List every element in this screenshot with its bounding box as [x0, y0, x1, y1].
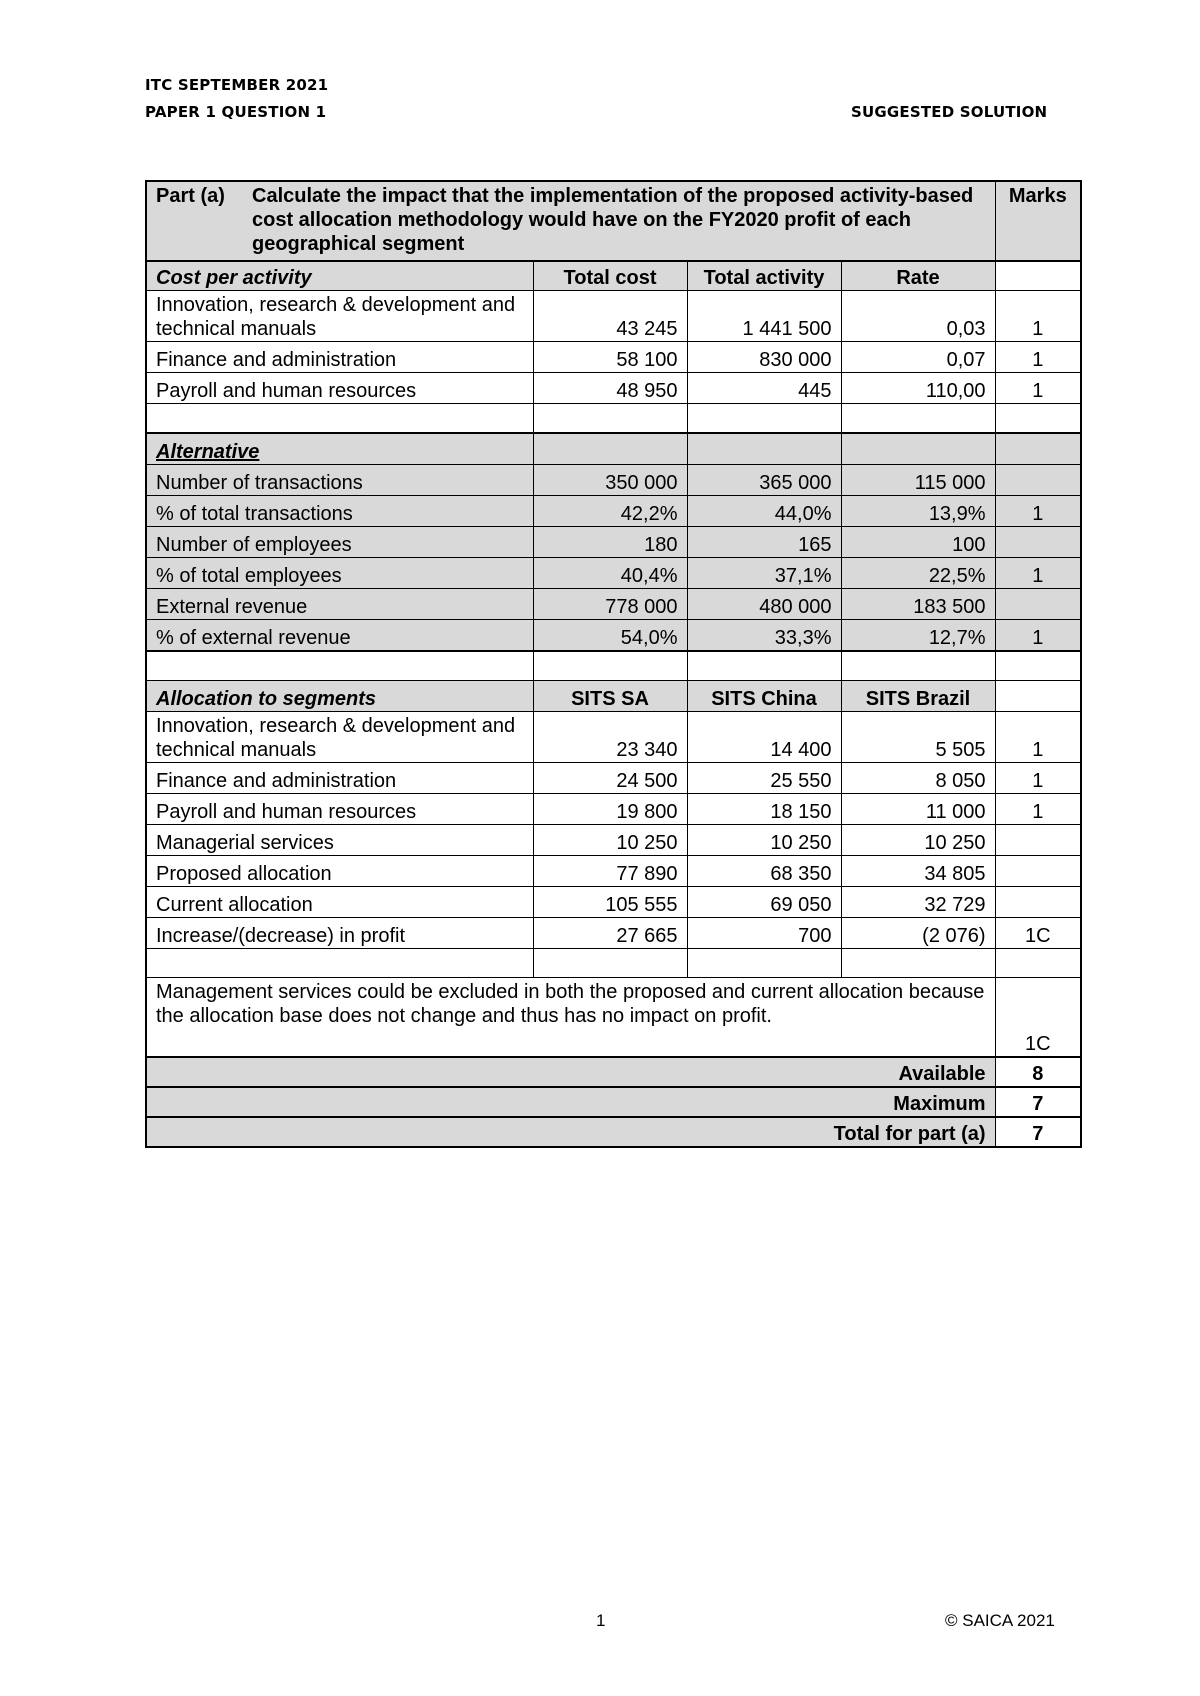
cell-value: 13,9%	[841, 496, 995, 527]
cell-value: 778 000	[533, 589, 687, 620]
row-mark	[995, 465, 1081, 496]
row-label: % of total employees	[146, 558, 533, 589]
cell-value: 445	[687, 373, 841, 404]
row-mark: 1	[995, 763, 1081, 794]
col-sits-china: SITS China	[687, 681, 841, 712]
cell-value: 27 665	[533, 918, 687, 949]
part-question: Calculate the impact that the implementation of the proposed activity-based cost allocation methodology would have on the FY2020 profit of each geographical segment	[252, 185, 974, 255]
cell-value: 24 500	[533, 763, 687, 794]
table-row	[146, 794, 1081, 825]
marks-header: Marks	[995, 181, 1081, 261]
cell-value: 700	[687, 918, 841, 949]
header-line-2: PAPER 1 QUESTION 1	[145, 103, 327, 121]
marks-cell	[995, 261, 1081, 291]
alternative-heading: Alternative	[146, 433, 533, 465]
total-row-part-a	[146, 1117, 1081, 1147]
table-row	[146, 558, 1081, 589]
cell-value: 19 800	[533, 794, 687, 825]
cell-value: 68 350	[687, 856, 841, 887]
allocation-header	[146, 681, 1081, 712]
spacer-row	[146, 949, 1081, 978]
table-row	[146, 373, 1081, 404]
table-row	[146, 496, 1081, 527]
row-mark: 1	[995, 342, 1081, 373]
copyright: © SAICA 2021	[945, 1611, 1055, 1630]
part-header-row	[146, 181, 1081, 261]
cell-value: 0,07	[841, 342, 995, 373]
row-label: Current allocation	[146, 887, 533, 918]
cell-value: 43 245	[533, 291, 687, 342]
table-row	[146, 712, 1081, 763]
header-right: SUGGESTED SOLUTION	[851, 103, 1048, 121]
table-row	[146, 825, 1081, 856]
cell-value: 32 729	[841, 887, 995, 918]
cell-value: 23 340	[533, 712, 687, 763]
part-label: Part (a)	[156, 185, 225, 207]
cost-per-activity-heading: Cost per activity	[146, 261, 533, 291]
cell-value: 69 050	[687, 887, 841, 918]
row-label: Finance and administration	[146, 763, 533, 794]
total-value: 8	[995, 1057, 1081, 1087]
row-mark	[995, 825, 1081, 856]
cell-value: 165	[687, 527, 841, 558]
row-mark: 1C	[995, 918, 1081, 949]
cell-value: (2 076)	[841, 918, 995, 949]
row-mark: 1	[995, 496, 1081, 527]
row-mark	[995, 856, 1081, 887]
table-row	[146, 763, 1081, 794]
table-row	[146, 918, 1081, 949]
row-label: Finance and administration	[146, 342, 533, 373]
cell-value: 105 555	[533, 887, 687, 918]
alternative-header	[146, 433, 1081, 465]
cell-value: 77 890	[533, 856, 687, 887]
row-label: Number of transactions	[146, 465, 533, 496]
cell-value: 0,03	[841, 291, 995, 342]
cell-value: 5 505	[841, 712, 995, 763]
cell-value: 44,0%	[687, 496, 841, 527]
row-label: % of external revenue	[146, 620, 533, 652]
cell-value: 10 250	[841, 825, 995, 856]
cell-value: 48 950	[533, 373, 687, 404]
table-row	[146, 589, 1081, 620]
col-rate: Rate	[841, 261, 995, 291]
cell-value: 10 250	[533, 825, 687, 856]
cell-value: 37,1%	[687, 558, 841, 589]
table-row	[146, 291, 1081, 342]
row-label: Managerial services	[146, 825, 533, 856]
row-mark: 1	[995, 291, 1081, 342]
col-sits-sa: SITS SA	[533, 681, 687, 712]
row-label: % of total transactions	[146, 496, 533, 527]
cell-value: 58 100	[533, 342, 687, 373]
header-line-1: ITC SEPTEMBER 2021	[145, 76, 329, 94]
cell-value: 365 000	[687, 465, 841, 496]
cell-value: 10 250	[687, 825, 841, 856]
row-label: Payroll and human resources	[146, 794, 533, 825]
cell-value: 40,4%	[533, 558, 687, 589]
note-text: Management services could be excluded in both the proposed and current allocation because the allocation base does not change and thus has no impact on profit.	[146, 978, 995, 1058]
note-row	[146, 978, 1081, 1058]
cell-value: 33,3%	[687, 620, 841, 652]
cell-value: 183 500	[841, 589, 995, 620]
cell-value: 22,5%	[841, 558, 995, 589]
cell-value: 350 000	[533, 465, 687, 496]
cell-value: 14 400	[687, 712, 841, 763]
col-total-activity: Total activity	[687, 261, 841, 291]
col-sits-brazil: SITS Brazil	[841, 681, 995, 712]
table-row	[146, 527, 1081, 558]
cell-value: 11 000	[841, 794, 995, 825]
cell-value: 12,7%	[841, 620, 995, 652]
cell-value: 25 550	[687, 763, 841, 794]
row-mark: 1	[995, 373, 1081, 404]
cell-value: 18 150	[687, 794, 841, 825]
total-row-available	[146, 1057, 1081, 1087]
row-mark: 1	[995, 558, 1081, 589]
row-label: External revenue	[146, 589, 533, 620]
table-row	[146, 465, 1081, 496]
cell-value: 830 000	[687, 342, 841, 373]
cell-value: 100	[841, 527, 995, 558]
table-row	[146, 887, 1081, 918]
total-value: 7	[995, 1117, 1081, 1147]
cost-per-activity-header	[146, 261, 1081, 291]
total-value: 7	[995, 1087, 1081, 1117]
table-row	[146, 856, 1081, 887]
row-mark	[995, 887, 1081, 918]
cell-value: 54,0%	[533, 620, 687, 652]
cell-value: 110,00	[841, 373, 995, 404]
total-row-maximum	[146, 1087, 1081, 1117]
page-number: 1	[596, 1611, 606, 1630]
row-mark: 1	[995, 712, 1081, 763]
cell-value: 115 000	[841, 465, 995, 496]
row-label: Innovation, research & development and technical manuals	[146, 712, 533, 763]
part-question-cell	[146, 181, 995, 261]
cell-value: 180	[533, 527, 687, 558]
total-label: Available	[146, 1057, 995, 1087]
spacer-row	[146, 651, 1081, 681]
cell-value: 1 441 500	[687, 291, 841, 342]
allocation-heading: Allocation to segments	[146, 681, 533, 712]
total-label: Maximum	[146, 1087, 995, 1117]
row-mark: 1	[995, 620, 1081, 652]
col-total-cost: Total cost	[533, 261, 687, 291]
spacer-row	[146, 404, 1081, 434]
cell-value: 34 805	[841, 856, 995, 887]
solution-table	[145, 180, 1082, 1148]
cell-value: 8 050	[841, 763, 995, 794]
row-label: Payroll and human resources	[146, 373, 533, 404]
total-label: Total for part (a)	[146, 1117, 995, 1147]
table-row	[146, 342, 1081, 373]
row-mark: 1	[995, 794, 1081, 825]
table-row	[146, 620, 1081, 652]
cell-value: 42,2%	[533, 496, 687, 527]
row-mark	[995, 527, 1081, 558]
cell-value: 480 000	[687, 589, 841, 620]
row-label: Proposed allocation	[146, 856, 533, 887]
row-label: Number of employees	[146, 527, 533, 558]
row-mark	[995, 589, 1081, 620]
row-label: Innovation, research & development and technical manuals	[146, 291, 533, 342]
note-mark: 1C	[995, 978, 1081, 1058]
row-label: Increase/(decrease) in profit	[146, 918, 533, 949]
